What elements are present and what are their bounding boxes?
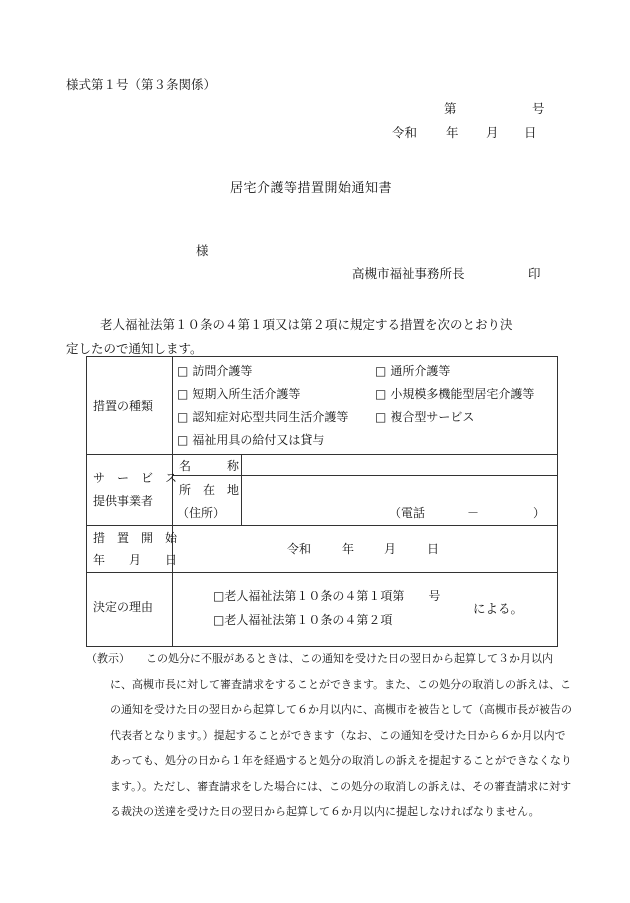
start-date-era: 令和 xyxy=(287,542,312,556)
provider-label-line1: サ ー ビ ス xyxy=(93,471,178,485)
reason-option-article-1[interactable] xyxy=(213,589,440,603)
start-date-year: 年 xyxy=(342,542,355,556)
seal-mark: 印 xyxy=(528,266,541,281)
provider-address-sublabel: （住所） xyxy=(177,506,226,520)
checkbox-combined-service[interactable]: □ 複合型サービス xyxy=(375,410,474,424)
row-divider xyxy=(87,525,557,526)
provider-phone-open: （電話 xyxy=(389,506,426,520)
start-date-label-line2: 年 月 日 xyxy=(93,553,178,567)
provider-label-line2: 提供事業者 xyxy=(93,494,154,508)
reason-option-article-2[interactable] xyxy=(213,613,392,627)
provider-phone-close: ） xyxy=(533,506,546,520)
checkbox-reason-2-icon: □ xyxy=(213,613,225,627)
form-label: 様式第１号（第３条関係） xyxy=(66,77,217,92)
instruction-note xyxy=(86,646,572,825)
measure-table xyxy=(86,356,558,647)
row-divider xyxy=(87,572,557,573)
issuer-name: 高槻市福祉事務所長 xyxy=(352,266,465,281)
column-divider xyxy=(241,454,242,525)
issue-date-year: 年 xyxy=(446,125,459,140)
addressee-suffix: 様 xyxy=(196,243,209,258)
number-prefix: 第 xyxy=(444,101,457,116)
reason-option-article-1-text: 老人福祉法第１０条の４第１項第 号 xyxy=(224,589,441,603)
provider-name-label: 名 称 xyxy=(179,459,240,473)
issue-date-era: 令和 xyxy=(392,125,418,140)
column-divider xyxy=(172,357,173,646)
start-date-label-line1: 措 置 開 始 xyxy=(93,531,178,545)
checkbox-welfare-equipment[interactable]: □ 福祉用具の給付又は貸与 xyxy=(177,433,324,447)
instruction-text: この処分に不服があるときは、この通知を受けた日の翌日から起算して３か月以内に、高槻市長に対して審査請求をすることができます。また、この処分の取消しの訴えは、この通知を受けた日の翌日から起算して６か月以内に、高槻市を被告として（高槻市長が被告の代表者となります。）提起することができます（なお、この通知を受けた日から６か月以内であっても、処分の日から１年を経過すると処分の取消しの訴えを提起することができなくなります。）。ただし、審査請求をした場合には、この処分の取消しの訴えは、その審査請求に対する裁決の送達を受けた日の翌日から起算して６か月以内に提起しなければなりません。 xyxy=(110,652,572,818)
measure-type-label: 措置の種類 xyxy=(93,399,154,413)
reason-option-article-2-text: 老人福祉法第１０条の４第２項 xyxy=(224,613,393,627)
document-title: 居宅介護等措置開始通知書 xyxy=(230,181,393,196)
number-suffix: 号 xyxy=(532,101,545,116)
row-divider xyxy=(87,454,557,455)
issue-date xyxy=(392,125,537,140)
notice-body xyxy=(66,313,566,361)
checkbox-small-multifunction-care[interactable]: □ 小規模多機能型居宅介護等 xyxy=(375,387,534,401)
reason-label: 決定の理由 xyxy=(93,600,154,614)
start-date-day: 日 xyxy=(427,542,440,556)
checkbox-day-care[interactable]: □ 通所介護等 xyxy=(375,364,450,378)
instruction-label: （教示） xyxy=(86,652,130,665)
checkbox-reason-1-icon: □ xyxy=(213,589,225,603)
checkbox-dementia-group-care[interactable]: □ 認知症対応型共同生活介護等 xyxy=(177,410,348,424)
notice-body-line1: 老人福祉法第１０条の４第１項又は第２項に規定する措置を次のとおり決 xyxy=(100,317,513,332)
provider-phone-dash: － xyxy=(467,506,480,520)
checkbox-home-visit-care[interactable]: □ 訪問介護等 xyxy=(177,364,252,378)
provider-address-label: 所 在 地 xyxy=(179,483,240,497)
checkbox-short-stay-care[interactable]: □ 短期入所生活介護等 xyxy=(177,387,300,401)
issue-date-month: 月 xyxy=(486,125,499,140)
notice-body-line2: 定したので通知します。 xyxy=(66,341,203,356)
row-divider xyxy=(173,475,557,476)
start-date-month: 月 xyxy=(384,542,397,556)
reason-suffix: による。 xyxy=(473,601,524,616)
issue-date-day: 日 xyxy=(524,125,537,140)
